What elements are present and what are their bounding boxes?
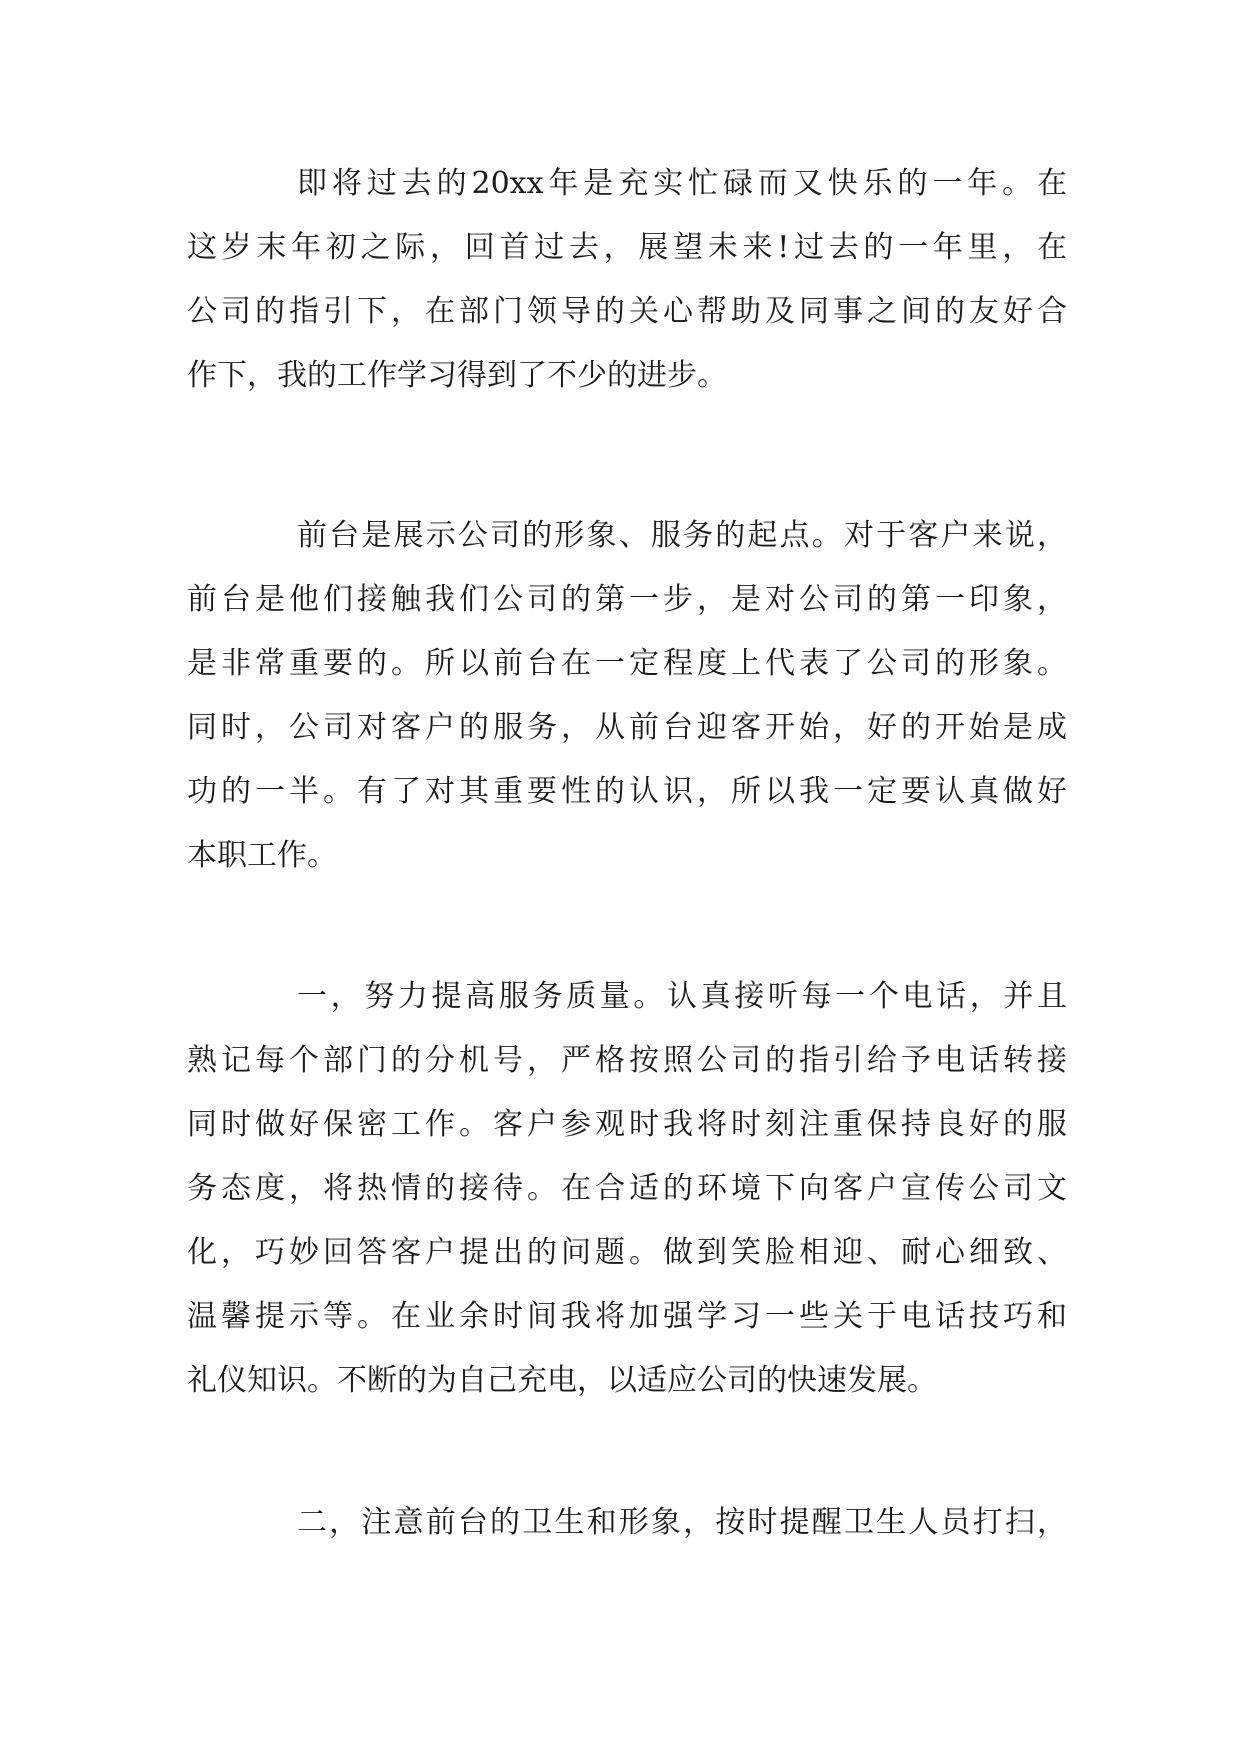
text-line: 温馨提示等。在业余时间我将加强学习一些关于电话技巧和 xyxy=(187,1299,1067,1334)
text-line: 这岁末年初之际，回首过去，展望未来!过去的一年里，在 xyxy=(187,230,1067,265)
text-line: 二，注意前台的卫生和形象，按时提醒卫生人员打扫， xyxy=(297,1505,1067,1540)
text-line: 化，巧妙回答客户提出的问题。做到笑脸相迎、耐心细致、 xyxy=(187,1235,1067,1270)
paragraph-point-two xyxy=(187,1491,1067,1555)
text-line: 公司的指引下，在部门领导的关心帮助及同事之间的友好合 xyxy=(187,294,1067,329)
text-line: 是非常重要的。所以前台在一定程度上代表了公司的形象。 xyxy=(187,646,1067,681)
text-line: 前台是展示公司的形象、服务的起点。对于客户来说， xyxy=(297,518,1067,553)
text-line: 礼仪知识。不断的为自己充电，以适应公司的快速发展。 xyxy=(187,1363,937,1398)
text-line: 同时，公司对客户的服务，从前台迎客开始，好的开始是成 xyxy=(187,710,1067,745)
paragraph-intro xyxy=(187,152,1067,408)
text-line: 功的一半。有了对其重要性的认识，所以我一定要认真做好 xyxy=(187,774,1067,809)
text-line: 熟记每个部门的分机号，严格按照公司的指引给予电话转接 xyxy=(187,1043,1067,1078)
text-line: 同时做好保密工作。客户参观时我将时刻注重保持良好的服 xyxy=(187,1107,1067,1142)
paragraph-front-desk-role xyxy=(187,504,1067,888)
text-line: 一，努力提高服务质量。认真接听每一个电话，并且 xyxy=(297,979,1067,1014)
text-line: 务态度，将热情的接待。在合适的环境下向客户宣传公司文 xyxy=(187,1171,1067,1206)
text-line: 作下，我的工作学习得到了不少的进步。 xyxy=(187,358,727,393)
text-line: 本职工作。 xyxy=(187,838,337,873)
text-line: 前台是他们接触我们公司的第一步，是对公司的第一印象， xyxy=(187,582,1067,617)
text-line: 即将过去的20xx年是充实忙碌而又快乐的一年。在 xyxy=(297,166,1067,201)
paragraph-point-one xyxy=(187,965,1067,1413)
